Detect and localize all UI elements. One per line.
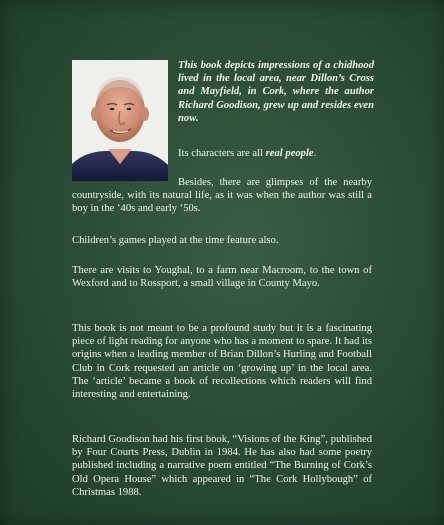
author-portrait-illustration: [72, 60, 168, 181]
intro-paragraph: This book depicts impressions of a chidhood lived in the local area, near Dillon’s Cross and Mayfield, in Cork, where the author Richard Goodison, grew up and resides even now.: [178, 60, 374, 124]
book-origin-paragraph: This book is not meant to be a profound study but it is a fascinating piece of light reading for anyone who has a moment to spare. It had its origins when a leading member of Brian Dillon’s Hurling and Football Club in Cork requested an article on ‘growing up’ in the local area. The ‘article’ became a book of recollections which readers will find interesting and entertaining.: [72, 323, 372, 401]
visits-paragraph: There are visits to Youghal, to a farm near Macroom, to the town of Wexford and to Rossport, a small village in County Mayo.: [72, 265, 372, 290]
characters-paragraph: [178, 147, 376, 160]
childrens-games-paragraph: Children’s games played at the time feature also.: [72, 235, 279, 246]
real-people-emphasis: real people: [265, 148, 314, 159]
author-bio-paragraph: Richard Goodison had his first book, “Visions of the King”, published by Four Courts Press, Dublin in 1984. He has also had some poetry published including a narrative poem entitled “The Burning of Cork’s Old Opera House” which appeared in “The Cork Hollybough” of Christmas 1988.: [72, 434, 372, 498]
countryside-paragraph: Besides, there are glimpses of the nearby countryside, with its natural life, as it was when the author was still a boy in the ‘40s and early ‘50s.: [72, 177, 372, 215]
characters-prefix: Its characters are all: [178, 148, 266, 159]
author-photo: [72, 60, 168, 181]
characters-suffix: .: [313, 148, 317, 159]
